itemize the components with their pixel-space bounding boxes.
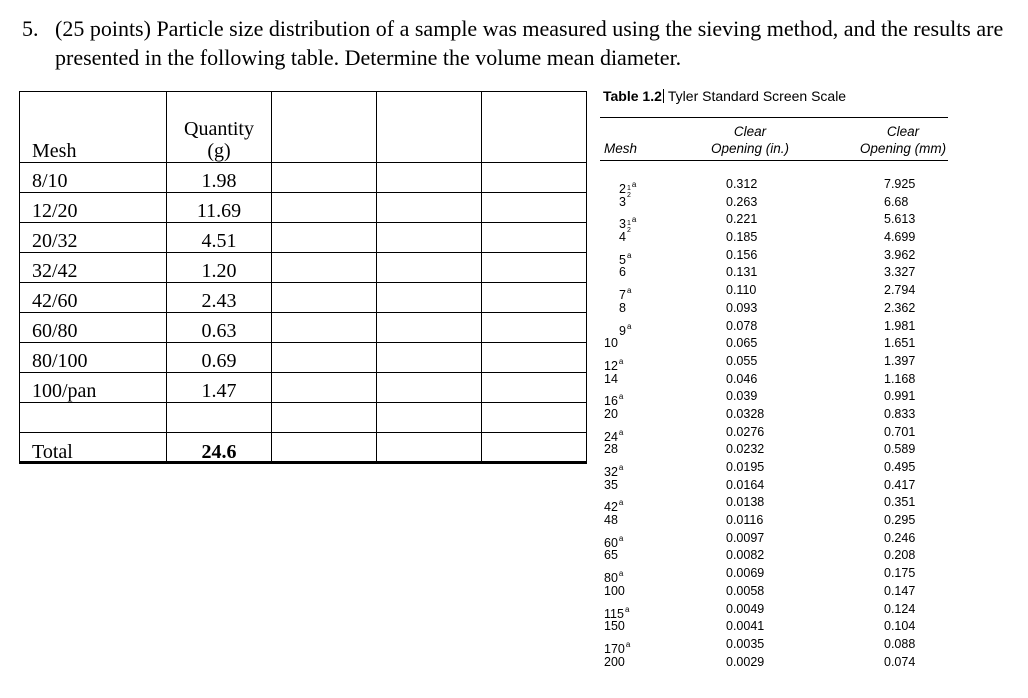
text-cursor — [663, 89, 664, 103]
ref-table-row — [600, 530, 948, 548]
ref-table-row — [600, 477, 948, 495]
empty-cell — [377, 433, 482, 463]
mesh-cell — [20, 223, 167, 253]
empty-cell — [482, 193, 587, 223]
footnote-marker: a — [618, 427, 624, 437]
empty-cell — [377, 92, 482, 163]
quantity-value: 0.69 — [201, 350, 237, 372]
ref-table-row — [600, 282, 948, 303]
ref-mm-value: 0.295 — [884, 513, 916, 528]
mesh-cell — [20, 403, 167, 433]
quantity-value: 0.63 — [201, 320, 237, 342]
ref-inches-value: 0.185 — [726, 230, 758, 245]
ref-table-title: Tyler Standard Screen Scale — [667, 88, 847, 104]
mesh-cell — [20, 283, 167, 313]
empty-cell — [272, 163, 377, 193]
ref-mesh-value: 65 — [604, 548, 618, 563]
empty-cell — [377, 403, 482, 433]
ref-inches-value: 0.0116 — [726, 513, 764, 528]
ref-table-row — [600, 335, 948, 353]
footnote-marker: a — [625, 639, 631, 649]
ref-inches-value: 0.156 — [726, 247, 758, 262]
footnote-marker: a — [631, 180, 637, 189]
ref-inches-value: 0.0029 — [726, 654, 765, 669]
ref-table-row — [600, 618, 948, 636]
quantity-cell — [167, 373, 272, 403]
quantity-cell — [167, 403, 272, 433]
quantity-cell — [167, 433, 272, 463]
ref-table-row — [600, 654, 948, 672]
table-row — [20, 373, 587, 403]
ref-inches-value: 0.0058 — [726, 583, 765, 598]
ref-mm-value: 2.794 — [884, 283, 916, 298]
ref-table-row — [600, 512, 948, 530]
ref-mesh-value: 4 — [619, 230, 626, 245]
empty-cell — [272, 283, 377, 313]
quantity-value: 1.98 — [201, 170, 237, 192]
ref-mesh-cell — [604, 335, 618, 353]
ref-table-row — [600, 194, 948, 212]
ref-mesh-cell — [604, 477, 618, 495]
quantity-unit-label: (g) — [207, 140, 231, 162]
ref-mesh-value: 32 — [604, 465, 618, 479]
ref-mesh-cell — [619, 264, 626, 282]
quantity-cell — [167, 193, 272, 223]
ref-mesh-value: 170 — [604, 641, 625, 656]
ref-mesh-cell — [604, 583, 625, 601]
mesh-cell — [20, 193, 167, 223]
quantity-value: 11.69 — [196, 200, 242, 222]
ref-mesh-value: 200 — [604, 654, 625, 669]
ref-table-row — [600, 211, 948, 235]
ref-inches-value: 0.0049 — [726, 601, 765, 616]
ref-table-label: Table 1.2 — [603, 88, 662, 104]
mesh-header — [20, 92, 167, 163]
quantity-value: 1.47 — [201, 380, 237, 402]
empty-cell — [272, 343, 377, 373]
empty-cell — [377, 283, 482, 313]
mesh-value: 100/pan — [32, 380, 97, 402]
ref-inches-value: 0.221 — [726, 212, 758, 227]
ref-mm-value: 2.362 — [884, 300, 916, 315]
quantity-cell — [167, 253, 272, 283]
ref-mm-value: 0.208 — [884, 548, 916, 563]
ref-table-body — [600, 176, 948, 671]
ref-table-row — [600, 424, 948, 442]
ref-inches-value: 0.055 — [726, 353, 758, 368]
empty-cell — [377, 163, 482, 193]
ref-mesh-cell — [619, 229, 626, 247]
ref-inches-value: 0.065 — [726, 336, 758, 351]
ref-table-row — [600, 318, 948, 336]
fraction-denominator: 2 — [626, 192, 631, 199]
footnote-marker: a — [631, 215, 637, 225]
ref-mesh-value: 6 — [619, 265, 626, 280]
quantity-header — [167, 92, 272, 163]
ref-inches-value: 0.0041 — [726, 619, 765, 634]
ref-mesh-value: 2 — [619, 182, 626, 196]
tyler-screen-table — [600, 88, 948, 669]
quantity-value: 2.43 — [201, 290, 237, 312]
ref-mesh-value: 3 — [619, 194, 626, 209]
table-row — [20, 223, 587, 253]
ref-inches-value: 0.078 — [726, 318, 758, 333]
ref-col-inches-line2: Opening (in.) — [710, 141, 790, 156]
ref-mm-value: 0.701 — [884, 424, 916, 439]
ref-inches-value: 0.131 — [726, 265, 758, 280]
ref-inches-value: 0.0195 — [726, 460, 765, 474]
ref-mesh-value: 10 — [604, 336, 618, 351]
ref-mesh-value: 14 — [604, 371, 618, 386]
ref-inches-value: 0.312 — [726, 177, 758, 191]
fraction-denominator: 2 — [626, 227, 631, 235]
ref-mesh-cell — [619, 300, 626, 318]
ref-inches-value: 0.046 — [726, 371, 758, 386]
empty-cell — [272, 223, 377, 253]
mesh-cell — [20, 343, 167, 373]
ref-mm-value: 0.104 — [884, 619, 916, 634]
empty-cell — [272, 433, 377, 463]
quantity-cell — [167, 163, 272, 193]
total-row — [20, 433, 587, 463]
fraction-numerator: 1 — [626, 220, 631, 228]
mesh-value: 12/20 — [32, 200, 78, 222]
ref-inches-value: 0.0164 — [726, 477, 765, 492]
ref-mm-value: 3.327 — [884, 265, 916, 280]
ref-mm-value: 0.246 — [884, 530, 916, 545]
blank-row — [20, 403, 587, 433]
ref-table-row — [600, 353, 948, 371]
table-row — [20, 283, 587, 313]
ref-table-row — [600, 636, 948, 654]
ref-mesh-value: 35 — [604, 477, 618, 492]
ref-table-row — [600, 388, 948, 409]
ref-inches-value: 0.0069 — [726, 566, 765, 581]
footnote-marker: a — [618, 356, 624, 366]
ref-table-row — [600, 565, 948, 586]
ref-table-row — [600, 601, 948, 619]
ref-mesh-value: 7 — [619, 288, 626, 303]
ref-mesh-cell — [604, 406, 618, 424]
ref-table-row — [600, 441, 948, 459]
ref-inches-value: 0.0138 — [726, 495, 765, 510]
ref-mm-value: 0.147 — [884, 583, 916, 598]
ref-mesh-value: 12 — [604, 358, 618, 373]
ref-inches-value: 0.093 — [726, 300, 758, 315]
ref-mesh-value: 150 — [604, 619, 625, 634]
empty-cell — [377, 313, 482, 343]
empty-cell — [482, 253, 587, 283]
ref-inches-value: 0.0328 — [726, 406, 765, 421]
empty-cell — [377, 343, 482, 373]
ref-inches-value: 0.0232 — [726, 442, 765, 457]
table-row — [20, 193, 587, 223]
ref-mm-value: 1.168 — [884, 371, 916, 386]
ref-col-inches-line1: Clear — [733, 124, 767, 139]
ref-mm-value: 1.651 — [884, 336, 916, 351]
ref-inches-value: 0.110 — [726, 283, 757, 298]
ref-mesh-value: 100 — [604, 583, 625, 598]
ref-inches-value: 0.0097 — [726, 530, 765, 545]
mesh-cell — [20, 433, 167, 463]
ref-mm-value: 3.962 — [884, 247, 916, 262]
empty-cell — [272, 253, 377, 283]
ref-col-mesh: Mesh — [604, 141, 638, 156]
mesh-value: 80/100 — [32, 350, 88, 372]
ref-table-row — [600, 371, 948, 389]
ref-table-row — [600, 300, 948, 318]
ref-mm-value: 0.833 — [884, 406, 916, 421]
empty-cell — [377, 193, 482, 223]
empty-cell — [272, 193, 377, 223]
mesh-value: 20/32 — [32, 230, 78, 252]
ref-inches-value: 0.263 — [726, 194, 758, 209]
quantity-cell — [167, 223, 272, 253]
ref-mm-value: 1.397 — [884, 353, 916, 368]
ref-header-rule — [600, 160, 948, 161]
table-header-row — [20, 92, 587, 163]
footnote-marker: a — [626, 286, 632, 296]
footnote-marker: a — [618, 498, 624, 508]
empty-cell — [482, 163, 587, 193]
footnote-marker: a — [618, 392, 624, 402]
ref-mm-value: 5.613 — [884, 212, 916, 227]
empty-cell — [482, 403, 587, 433]
footnote-marker: a — [618, 533, 624, 543]
fraction-numerator: 1 — [626, 185, 631, 192]
quantity-cell — [167, 313, 272, 343]
ref-mm-value: 4.699 — [884, 230, 916, 245]
empty-cell — [377, 223, 482, 253]
quantity-value: 1.20 — [201, 260, 237, 282]
mesh-value: Total — [32, 441, 73, 463]
ref-table-row — [600, 247, 948, 265]
mesh-value: 42/60 — [32, 290, 78, 312]
ref-mm-value: 6.68 — [884, 194, 909, 209]
ref-table-row — [600, 583, 948, 601]
footnote-marker: a — [618, 463, 624, 472]
empty-cell — [272, 92, 377, 163]
ref-mesh-value: 28 — [604, 442, 618, 457]
ref-table-row — [600, 494, 948, 515]
ref-mm-value: 0.991 — [884, 389, 916, 404]
mesh-value: 32/42 — [32, 260, 78, 282]
empty-cell — [377, 373, 482, 403]
ref-mesh-value: 9 — [619, 323, 626, 338]
ref-mesh-value: 3 — [619, 217, 626, 232]
quantity-value: 24.6 — [201, 441, 237, 463]
ref-col-mm — [850, 123, 956, 157]
ref-mesh-value: 24 — [604, 429, 618, 444]
ref-col-inches — [695, 123, 805, 157]
footnote-marker: a — [626, 250, 632, 260]
table-row — [20, 343, 587, 373]
mesh-cell — [20, 253, 167, 283]
ref-mm-value: 0.589 — [884, 442, 916, 457]
ref-inches-value: 0.039 — [726, 389, 758, 404]
ref-mm-value: 1.981 — [884, 318, 916, 333]
ref-mesh-cell — [604, 371, 618, 389]
ref-table-row — [600, 547, 948, 565]
ref-mesh-cell — [604, 618, 625, 636]
empty-cell — [377, 253, 482, 283]
table-row — [20, 163, 587, 193]
ref-top-rule — [600, 117, 948, 118]
table-row — [20, 313, 587, 343]
mesh-cell — [20, 313, 167, 343]
mesh-value: 8/10 — [32, 170, 68, 192]
ref-table-caption — [603, 88, 948, 104]
ref-table-row — [600, 229, 948, 247]
ref-mm-value: 0.088 — [884, 636, 916, 651]
ref-inches-value: 0.0082 — [726, 548, 765, 563]
ref-mesh-value: 20 — [604, 406, 618, 421]
mesh-header-label: Mesh — [32, 140, 77, 162]
ref-mesh-value: 42 — [604, 500, 618, 515]
ref-mesh-cell — [604, 512, 618, 530]
ref-mm-value: 7.925 — [884, 177, 916, 191]
footnote-marker: a — [624, 604, 630, 614]
ref-mm-value: 0.124 — [884, 601, 916, 616]
question-text: (25 points) Particle size distribution of a sample was measured using the sieving method, and the results are presented in the following table. Determine the volume mean diameter. — [55, 16, 1004, 70]
ref-mm-value: 0.351 — [884, 495, 916, 510]
ref-mesh-cell — [604, 654, 625, 672]
question — [22, 14, 1012, 72]
mesh-cell — [20, 163, 167, 193]
mesh-value: 60/80 — [32, 320, 78, 342]
empty-cell — [272, 313, 377, 343]
ref-mesh-value: 60 — [604, 535, 618, 550]
question-number: 5. — [22, 16, 39, 41]
quantity-cell — [167, 343, 272, 373]
quantity-cell — [167, 283, 272, 313]
ref-mesh-cell — [604, 547, 618, 565]
empty-cell — [482, 92, 587, 163]
ref-mesh-value: 8 — [619, 300, 626, 315]
ref-table-row — [600, 459, 948, 477]
footnote-marker: a — [626, 321, 632, 331]
empty-cell — [272, 373, 377, 403]
ref-mesh-value: 16 — [604, 394, 618, 409]
ref-table-row — [600, 176, 948, 199]
ref-mm-value: 0.495 — [884, 460, 916, 474]
empty-cell — [482, 223, 587, 253]
ref-inches-value: 0.0276 — [726, 424, 765, 439]
empty-cell — [272, 403, 377, 433]
ref-mesh-value: 48 — [604, 513, 618, 528]
mesh-cell — [20, 373, 167, 403]
ref-col-mm-line1: Clear — [886, 124, 920, 139]
ref-mesh-value: 5 — [619, 252, 626, 267]
ref-mesh-value: 115 — [604, 606, 624, 621]
ref-table-header — [600, 123, 948, 159]
ref-mesh-cell — [604, 441, 618, 459]
size-distribution-table — [19, 91, 587, 464]
ref-mesh-value: 80 — [604, 571, 618, 586]
quantity-value: 4.51 — [201, 230, 237, 252]
ref-col-mm-line2: Opening (mm) — [859, 141, 947, 156]
ref-mm-value: 0.074 — [884, 654, 916, 669]
ref-inches-value: 0.0035 — [726, 636, 765, 651]
quantity-header-label: Quantity — [184, 118, 254, 140]
empty-cell — [482, 373, 587, 403]
ref-mm-value: 0.175 — [884, 566, 916, 581]
ref-table-row — [600, 264, 948, 282]
empty-cell — [482, 283, 587, 313]
empty-cell — [482, 433, 587, 463]
ref-table-row — [600, 406, 948, 424]
ref-mesh-cell — [619, 194, 626, 212]
ref-mm-value: 0.417 — [884, 477, 916, 492]
empty-cell — [482, 313, 587, 343]
empty-cell — [482, 343, 587, 373]
footnote-marker: a — [618, 569, 624, 579]
table-row — [20, 253, 587, 283]
